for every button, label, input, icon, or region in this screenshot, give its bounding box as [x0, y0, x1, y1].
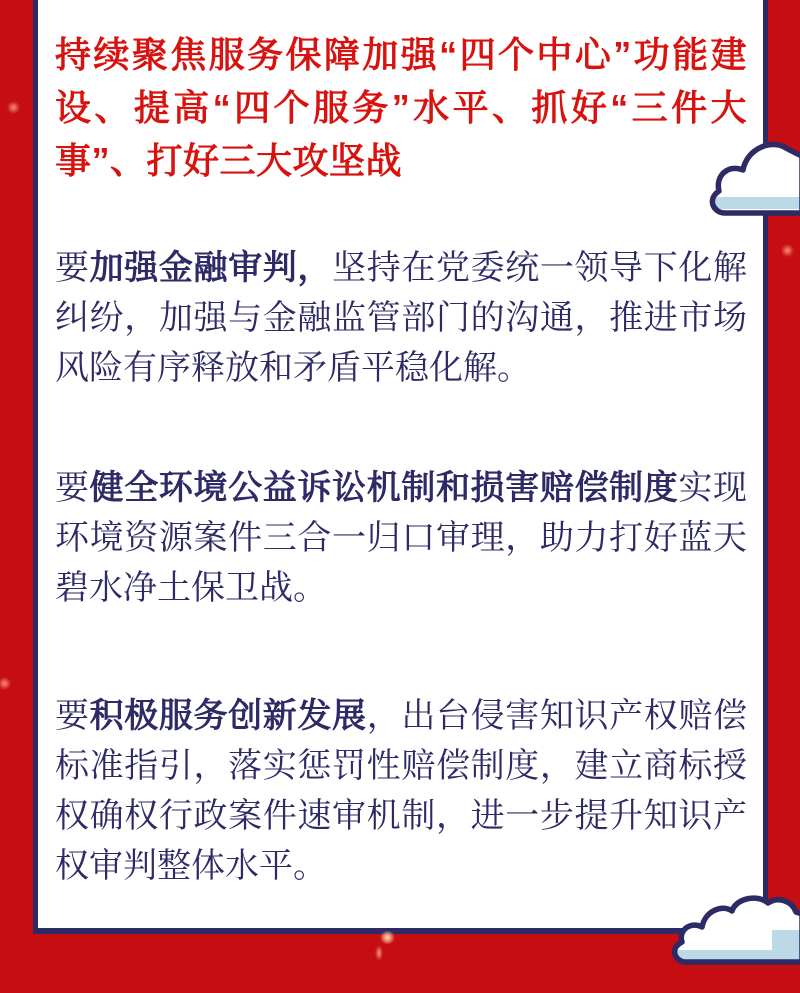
paragraph-prefix: 要 [55, 697, 90, 735]
sparkle-glow-icon [7, 101, 20, 114]
paragraph-body-text: 坚持在党委统一领导下化解纠纷，加强与金融监管部门的沟通，推进市场风险有序释放和矛盾平稳化解。 [55, 249, 748, 387]
paragraph-bold-lead: 积极服务创新发展 [89, 697, 367, 735]
paragraph-environment [55, 463, 747, 613]
cloud-icon [672, 894, 800, 970]
sparkle-glow-icon [781, 244, 794, 257]
cloud-icon [708, 137, 800, 223]
paragraph-prefix: 要 [55, 249, 90, 287]
paragraph-finance [55, 243, 747, 393]
paragraph-body-text: 实现环境资源案件三合一归口审理，助力打好蓝天碧水净土保卫战。 [55, 469, 748, 607]
paragraph-bold-lead: 健全环境公益诉讼机制和损害赔偿制度 [89, 469, 679, 507]
poster-headline: 持续聚焦服务保障加强“四个中心”功能建设、提高“四个服务”水平、抓好“三件大事”、打好三大攻坚战 [55, 34, 747, 181]
paragraph-prefix: 要 [55, 469, 90, 507]
paragraph-innovation [55, 691, 747, 891]
content-card [33, 0, 768, 934]
sparkle-glow-icon [375, 945, 383, 961]
paragraph-body-text: ，出台侵害知识产权赔偿标准指引，落实惩罚性赔偿制度，建立商标授权确权行政案件速审机制，进一步提升知识产权审判整体水平。 [55, 697, 748, 885]
sparkle-glow-icon [0, 677, 11, 690]
paragraph-bold-lead: 加强金融审判， [89, 249, 333, 287]
